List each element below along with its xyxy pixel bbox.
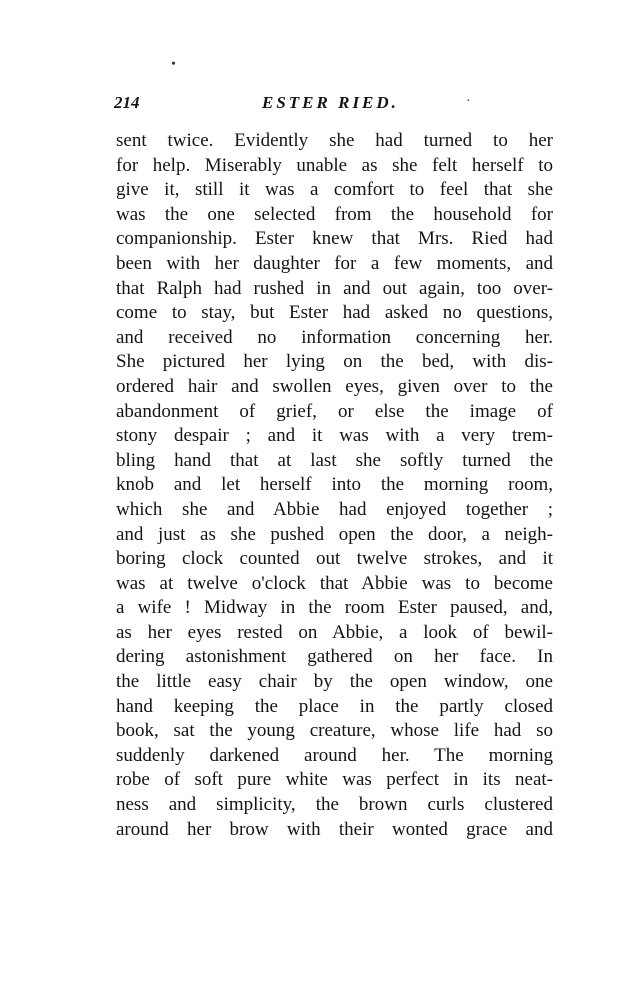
text-line: boring clock counted out twelve strokes, and it: [116, 548, 553, 570]
page-header: [114, 90, 556, 116]
text-line: stony despair ; and it was with a very trem-: [116, 425, 553, 447]
text-line: hand keeping the place in the partly closed: [116, 695, 553, 717]
print-speck: •: [171, 57, 176, 72]
text-line: was the one selected from the household for: [116, 203, 553, 225]
text-line: ordered hair and swollen eyes, given over to the: [116, 375, 553, 397]
text-line: knob and let herself into the morning room,: [116, 474, 553, 496]
body-text: [116, 129, 553, 842]
text-line: a wife ! Midway in the room Ester paused, and,: [116, 597, 553, 619]
text-line: companionship. Ester knew that Mrs. Ried had: [116, 228, 553, 250]
text-line: abandonment of grief, or else the image of: [116, 400, 553, 422]
text-line: suddenly darkened around her. The morning: [116, 744, 553, 766]
text-line: been with her daughter for a few moments, and: [116, 252, 553, 274]
text-line: She pictured her lying on the bed, with dis-: [116, 351, 553, 373]
text-line: robe of soft pure white was perfect in its neat-: [116, 769, 553, 791]
text-line: give it, still it was a comfort to feel that she: [116, 179, 553, 201]
text-line: and received no information concerning her.: [116, 326, 553, 348]
text-line: around her brow with their wonted grace and: [116, 818, 553, 840]
running-title: ESTER RIED.: [262, 93, 399, 112]
text-line: for help. Miserably unable as she felt herself to: [116, 154, 553, 176]
text-line: come to stay, but Ester had asked no questions,: [116, 302, 553, 324]
text-line: the little easy chair by the open window, one: [116, 671, 553, 693]
text-line: as her eyes rested on Abbie, a look of bewil-: [116, 621, 553, 643]
text-line: sent twice. Evidently she had turned to her: [116, 130, 553, 151]
text-line: dering astonishment gathered on her face. In: [116, 646, 553, 668]
text-line: and just as she pushed open the door, a neigh-: [116, 523, 553, 545]
print-speck: ·: [466, 94, 471, 109]
text-line: that Ralph had rushed in and out again, too over-: [116, 277, 553, 299]
text-line: ness and simplicity, the brown curls clustered: [116, 794, 553, 816]
text-line: book, sat the young creature, whose life had so: [116, 720, 553, 742]
page-number: 214: [114, 93, 140, 112]
text-line: bling hand that at last she softly turned the: [116, 449, 553, 471]
text-line: which she and Abbie had enjoyed together ;: [116, 498, 553, 520]
text-line: was at twelve o'clock that Abbie was to become: [116, 572, 553, 594]
